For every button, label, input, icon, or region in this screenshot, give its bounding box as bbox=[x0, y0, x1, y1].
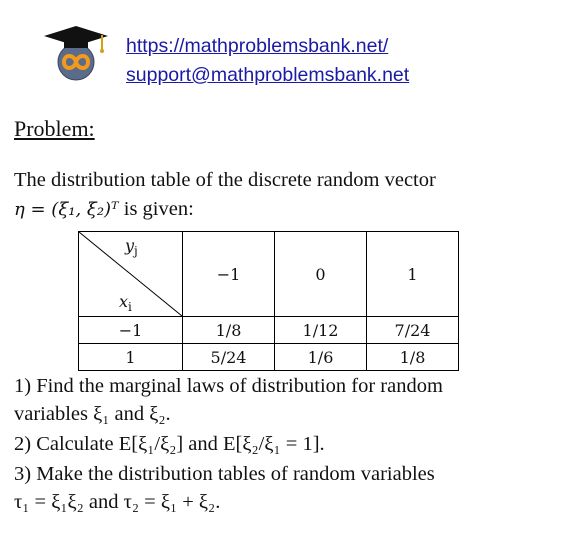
column-header: 1 bbox=[367, 232, 459, 317]
question-1-text-b: variables ξ₁ and ξ₂. bbox=[14, 403, 171, 425]
problem-intro bbox=[14, 166, 554, 224]
table-cell: 1/12 bbox=[275, 317, 367, 344]
table-cell: 1/6 bbox=[275, 344, 367, 371]
question-3 bbox=[14, 460, 554, 516]
site-logo bbox=[40, 22, 112, 84]
intro-line-2-text: is given: bbox=[118, 198, 194, 220]
table-cell: 5/24 bbox=[183, 344, 275, 371]
column-header: −1 bbox=[183, 232, 275, 317]
row-header: −1 bbox=[79, 317, 183, 344]
question-3-line-1 bbox=[14, 460, 554, 488]
question-3-text-a: 3) Make the distribution tables of random variables bbox=[14, 463, 435, 485]
table-row bbox=[79, 344, 459, 371]
question-1-text-a: 1) Find the marginal laws of distribution for random bbox=[14, 375, 443, 397]
support-email-link[interactable]: support@mathproblemsbank.net bbox=[126, 64, 410, 86]
intro-line-1 bbox=[14, 166, 554, 195]
table-cell: 1/8 bbox=[367, 344, 459, 371]
corner-xi: $x_i$ bbox=[119, 292, 132, 315]
site-link[interactable]: https://mathproblemsbank.net/ bbox=[126, 35, 389, 57]
header-links bbox=[126, 32, 409, 90]
column-header: 0 bbox=[275, 232, 367, 317]
intro-text: The distribution table of the discrete random vector bbox=[14, 169, 436, 191]
table-header-row bbox=[79, 232, 459, 317]
question-3-text-b: τ₁ = ξ₁ξ₂ and τ₂ = ξ₁ + ξ₂. bbox=[14, 491, 221, 513]
question-1-line-1 bbox=[14, 372, 554, 400]
row-header: 1 bbox=[79, 344, 183, 371]
distribution-table bbox=[78, 231, 459, 371]
problem-heading: Problem: bbox=[14, 116, 95, 141]
intro-line-2 bbox=[14, 195, 554, 224]
corner-cell bbox=[79, 232, 183, 317]
question-1 bbox=[14, 372, 554, 428]
table-cell: 1/8 bbox=[183, 317, 275, 344]
graduation-cap-infinity-globe-icon bbox=[40, 22, 112, 84]
corner-yj: $y_j$ bbox=[125, 236, 138, 259]
table-cell: 7/24 bbox=[367, 317, 459, 344]
random-vector-formula: η = (ξ₁, ξ₂)ᵀ bbox=[14, 199, 119, 220]
table-row bbox=[79, 317, 459, 344]
question-2: 2) Calculate E[ξ₁/ξ₂] and E[ξ₂/ξ₁ = 1]. bbox=[14, 433, 325, 455]
